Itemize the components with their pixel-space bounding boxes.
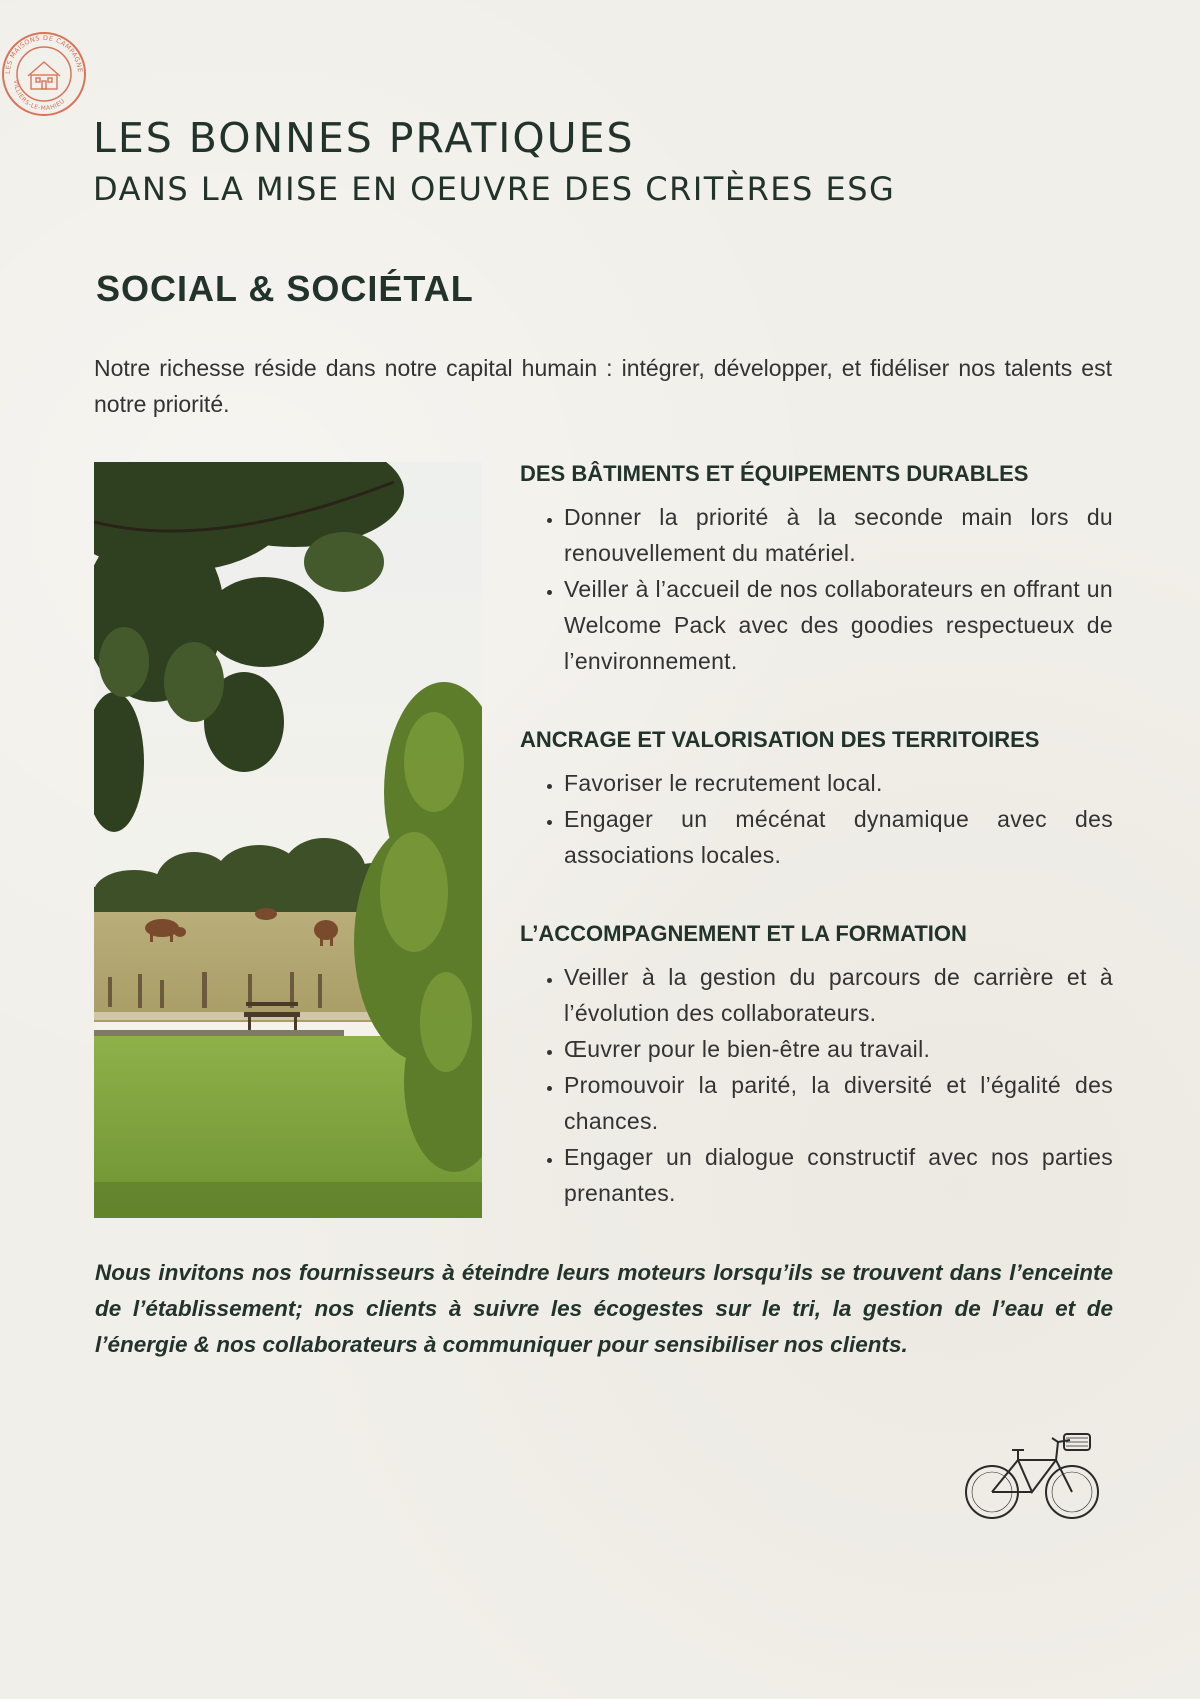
block-heading: DES BÂTIMENTS ET ÉQUIPEMENTS DURABLES [520, 461, 1029, 486]
block-support-training [520, 921, 1113, 1211]
block-local-territories [520, 727, 1113, 873]
house-stamp-icon [0, 30, 88, 118]
page-title: LES BONNES PRATIQUES [93, 114, 635, 162]
countryside-photo [94, 462, 482, 1218]
list-item: • Engager un mécénat dynamique avec des associations locales. [564, 801, 1113, 873]
block-sustainable-buildings [520, 461, 1113, 679]
section-title: SOCIAL & SOCIÉTAL [96, 268, 474, 309]
list-item: • Engager un dialogue constructif avec nos parties prenantes. [564, 1139, 1113, 1211]
bullet-list [520, 765, 1113, 873]
bicycle-icon [960, 1420, 1110, 1530]
list-item: • Veiller à l’accueil de nos collaborateurs en offrant un Welcome Pack avec des goodies respectueux de l’environnement. [564, 571, 1113, 679]
svg-text:LES MAISONS DE CAMPAGNE: LES MAISONS DE CAMPAGNE [3, 33, 85, 75]
list-item: • Œuvrer pour le bien-être au travail. [564, 1031, 1113, 1067]
list-item: • Donner la priorité à la seconde main lors du renouvellement du matériel. [564, 499, 1113, 571]
page-subtitle: DANS LA MISE EN OEUVRE DES CRITÈRES ESG [93, 170, 896, 208]
closing-statement: Nous invitons nos fournisseurs à éteindre leurs moteurs lorsqu’ils se trouvent dans l’enceinte de l’établissement; nos clients à suivre les écogestes sur le tri, la gestion de l’eau et de l’énergie & nos collaborateurs à communiquer pour sensibiliser nos clients. [95, 1260, 1113, 1357]
list-item: • Veiller à la gestion du parcours de carrière et à l’évolution des collaborateurs. [564, 959, 1113, 1031]
bullet-list [520, 959, 1113, 1211]
svg-text:VILLIERS-LE-MAHIEU: VILLIERS-LE-MAHIEU [11, 79, 67, 113]
block-heading: ANCRAGE ET VALORISATION DES TERRITOIRES [520, 727, 1040, 752]
bullet-list [520, 499, 1113, 679]
intro-paragraph: Notre richesse réside dans notre capital humain : intégrer, développer, et fidéliser nos talents est notre priorité. [94, 355, 1112, 417]
block-heading: L’ACCOMPAGNEMENT ET LA FORMATION [520, 921, 967, 946]
list-item: • Promouvoir la parité, la diversité et l’égalité des chances. [564, 1067, 1113, 1139]
list-item: • Favoriser le recrutement local. [564, 765, 1113, 801]
